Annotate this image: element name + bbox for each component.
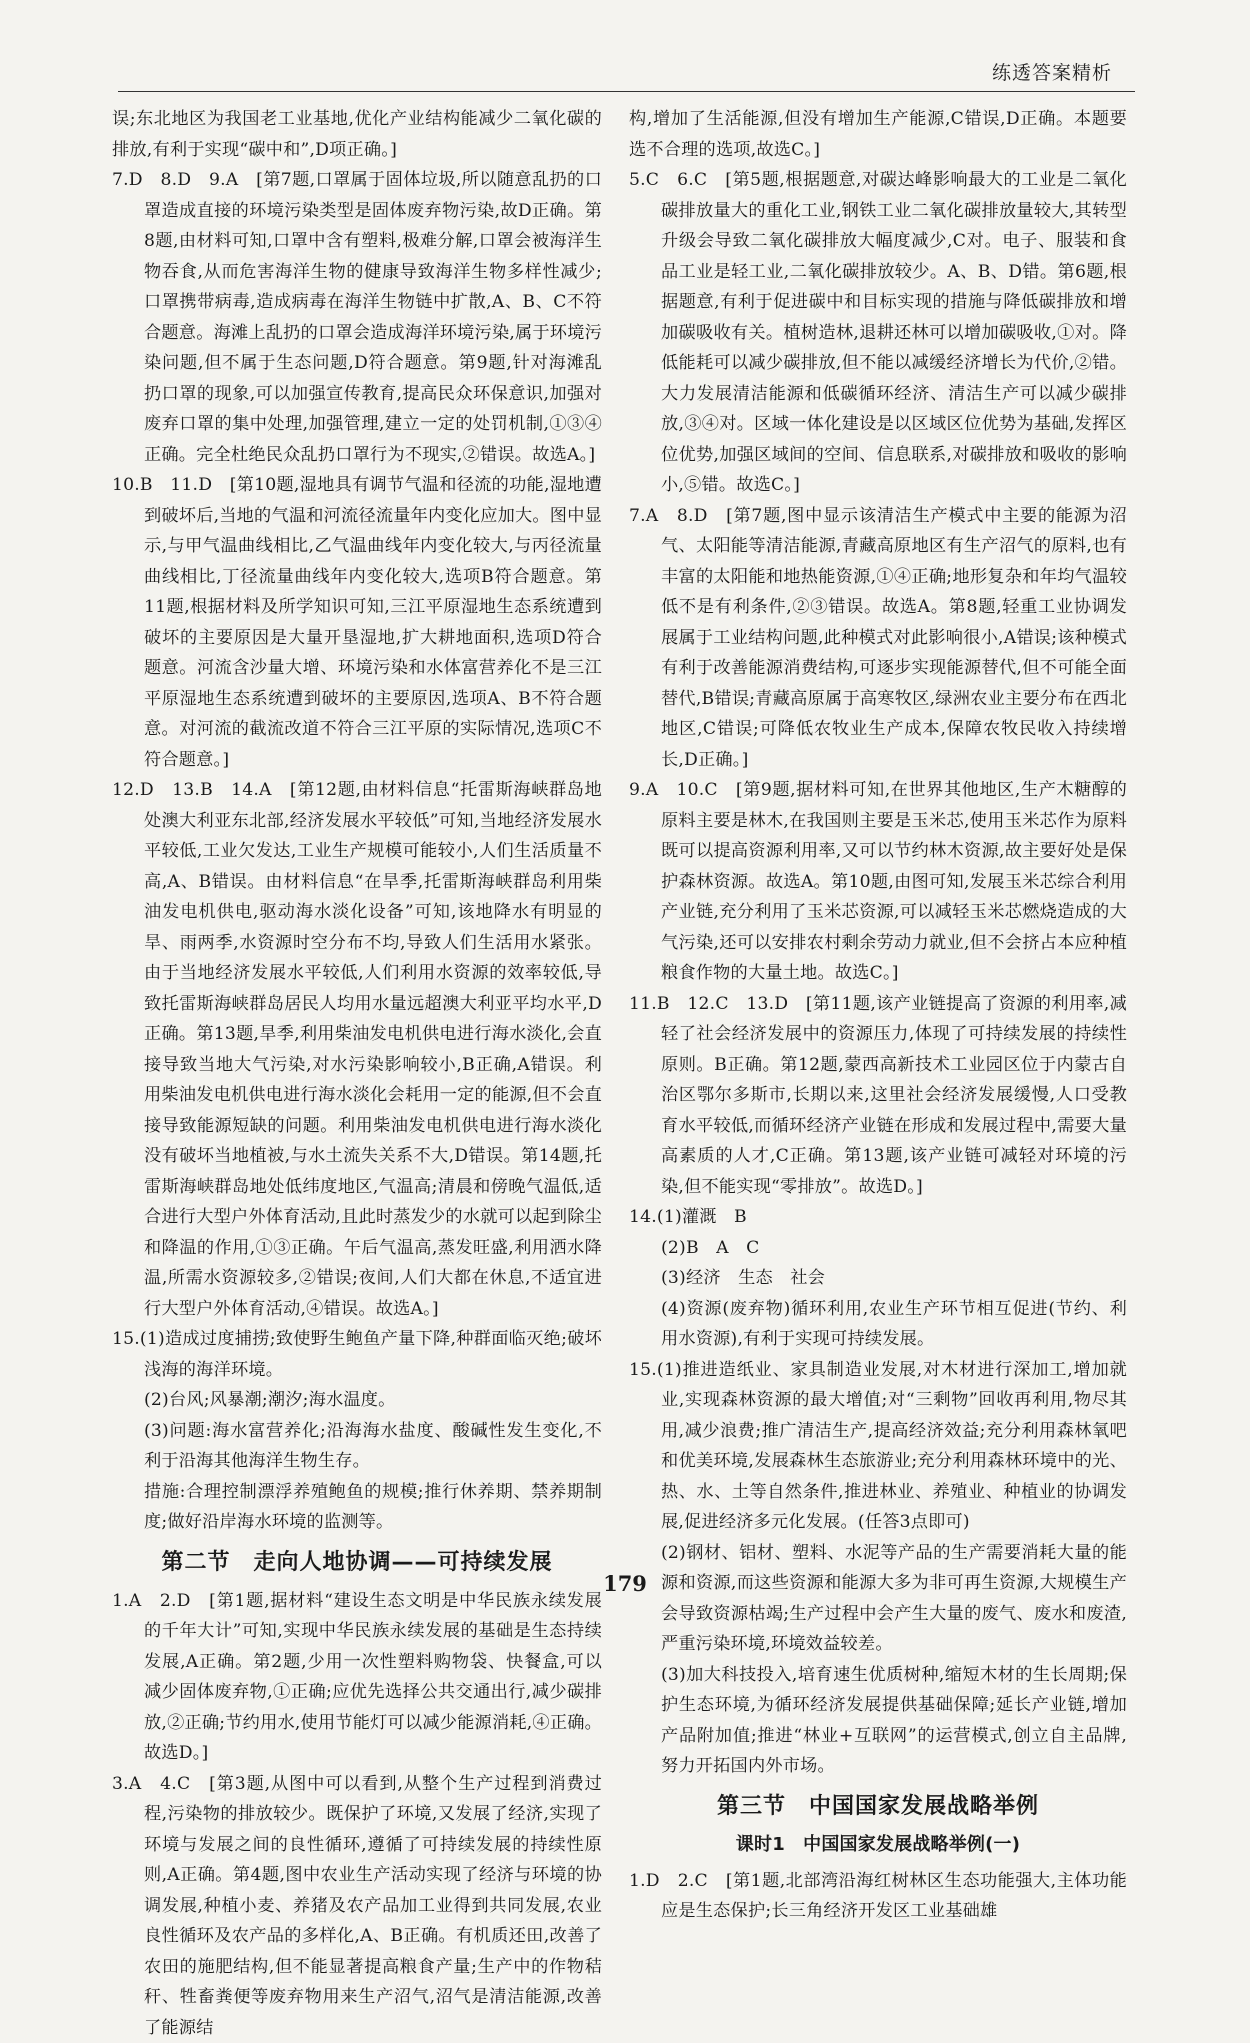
answer-subitem: (4)资源(废弃物)循环利用,农业生产环节相互促进(节约、利用水资源),有利于实现可持续发展。 xyxy=(629,1294,1127,1355)
answer-item: 12.D 13.B 14.A [第12题,由材料信息“托雷斯海峡群岛地处澳大利亚东北部,经济发展水平较低”可知,当地经济发展水平较低,工业欠发达,工业生产规模可能较小,人们生活质量不高,A、B错误。由材料信息“在旱季,托雷斯海峡群岛利用柴油发电机供电,驱动海水淡化设备”可知,该地降水有明显的旱、雨两季,水资源时空分布不均,导致人们生活用水紧张。由于当地经济发展水平较低,人们利用水资源的效率较低,导致托雷斯海峡群岛居民人均用水量远超澳大利亚平均水平,D正确。第13题,旱季,利用柴油发电机供电进行海水淡化,会直接导致当地大气污染,对水污染影响较小,B正确,A错误。利用柴油发电机供电进行海水淡化会耗用一定的能源,但不会直接导致能源短缺的问题。利用柴油发电机供电进行海水淡化没有破坏当地植被,与水土流失关系不大,D错误。第14题,托雷斯海峡群岛地处低纬度地区,气温高;清晨和傍晚气温低,适合进行大型户外体育活动,且此时蒸发少的水就可以起到除尘和降温的作用,①③正确。午后气温高,蒸发旺盛,利用洒水降温,所需水资源较多,②错误;夜间,人们大都在休息,不适宜进行大型户外体育活动,④错误。故选A。] xyxy=(112,775,602,1324)
answer-item: 15.(1)推进造纸业、家具制造业发展,对木材进行深加工,增加就业,实现森林资源的最大增值;对“三剩物”回收再利用,物尽其用,减少浪费;推广清洁生产,提高经济效益;充分利用森林氧吧和优美环境,发展森林生态旅游业;充分利用森林环境中的光、热、水、土等自然条件,推进林业、养殖业、种植业的协调发展,促进经济多元化发展。(任答3点即可) xyxy=(629,1355,1127,1538)
answer-item: 14.(1)灌溉 B xyxy=(629,1202,1127,1233)
page-number: 179 xyxy=(0,1571,1250,1596)
answer-item: 15.(1)造成过度捕捞;致使野生鲍鱼产量下降,种群面临灭绝;破坏浅海的海洋环境。 xyxy=(112,1324,602,1385)
lesson-heading: 课时1 中国国家发展战略举例(一) xyxy=(629,1830,1127,1860)
answer-item: 5.C 6.C [第5题,根据题意,对碳达峰影响最大的工业是二氧化碳排放量大的重化工业,钢铁工业二氧化碳排放量较大,其转型升级会导致二氧化碳排放大幅度减少,C对。电子、服装和食品工业是轻工业,二氧化碳排放较少。A、B、D错。第6题,根据题意,有利于促进碳中和目标实现的措施与降低碳排放和增加碳吸收有关。植树造林,退耕还林可以增加碳吸收,①对。降低能耗可以减少碳排放,但不能以减缓经济增长为代价,②错。大力发展清洁能源和低碳循环经济、清洁生产可以减少碳排放,③④对。区域一体化建设是以区域区位优势为基础,发挥区位优势,加强区域间的空间、信息联系,对碳排放和吸收的影响小,⑤错。故选C。] xyxy=(629,165,1127,501)
answer-subitem: (2)钢材、铝材、塑料、水泥等产品的生产需要消耗大量的能源和资源,而这些资源和能源大多为非可再生资源,大规模生产会导致资源枯竭;生产过程中会产生大量的废气、废水和废渣,严重污染环境,环境效益较差。 xyxy=(629,1538,1127,1660)
answer-item: 10.B 11.D [第10题,湿地具有调节气温和径流的功能,湿地遭到破坏后,当地的气温和河流径流量年内变化应加大。图中显示,与甲气温曲线相比,乙气温曲线年内变化较大,与丙径流量曲线相比,丁径流量曲线年内变化较大,选项B符合题意。第11题,根据材料及所学知识可知,三江平原湿地生态系统遭到破坏的主要原因是大量开垦湿地,扩大耕地面积,选项D符合题意。河流含沙量大增、环境污染和水体富营养化不是三江平原湿地生态系统遭到破坏的主要原因,选项A、B不符合题意。对河流的截流改道不符合三江平原的实际情况,选项C不符合题意。] xyxy=(112,470,602,775)
answer-item: 11.B 12.C 13.D [第11题,该产业链提高了资源的利用率,减轻了社会经济发展中的资源压力,体现了可持续发展的持续性原则。B正确。第12题,蒙西高新技术工业园区位于内蒙古自治区鄂尔多斯市,长期以来,这里社会经济发展缓慢,人口受教育水平较低,而循环经济产业链在形成和发展过程中,需要大量高素质的人才,C正确。第13题,该产业链可减轻对环境的污染,但不能实现“零排放”。故选D。] xyxy=(629,989,1127,1203)
answer-subitem: (2)台风;风暴潮;潮汐;海水温度。 xyxy=(112,1385,602,1416)
answer-item: 1.A 2.D [第1题,据材料“建设生态文明是中华民族永续发展的千年大计”可知,实现中华民族永续发展的基础是生态持续发展,A正确。第2题,少用一次性塑料购物袋、快餐盒,可以减少固体废弃物,①正确;应优先选择公共交通出行,减少碳排放,②正确;节约用水,使用节能灯可以减少能源消耗,④正确。故选D。] xyxy=(112,1586,602,1769)
answer-subitem: 措施:合理控制漂浮养殖鲍鱼的规模;推行休养期、禁养期制度;做好沿岸海水环境的监测等。 xyxy=(112,1477,602,1538)
section-heading: 第二节 走向人地协调——可持续发展 xyxy=(112,1546,602,1580)
answer-subitem: (3)经济 生态 社会 xyxy=(629,1263,1127,1294)
answer-item: 7.A 8.D [第7题,图中显示该清洁生产模式中主要的能源为沼气、太阳能等清洁能源,青藏高原地区有生产沼气的原料,也有丰富的太阳能和地热能资源,①④正确;地形复杂和年均气温较低不是有利条件,②③错误。故选A。第8题,轻重工业协调发展属于工业结构问题,此种模式对此影响很小,A错误;该种模式有利于改善能源消费结构,可逐步实现能源替代,但不可能全面替代,B错误;青藏高原属于高寒牧区,绿洲农业主要分布在西北地区,C错误;可降低农牧业生产成本,保障农牧民收入持续增长,D正确。] xyxy=(629,501,1127,776)
answer-paragraph: 构,增加了生活能源,但没有增加生产能源,C错误,D正确。本题要选不合理的选项,故选C。] xyxy=(629,104,1127,165)
right-column xyxy=(629,104,1127,1564)
left-column xyxy=(112,104,602,1564)
answer-paragraph: 误;东北地区为我国老工业基地,优化产业结构能减少二氧化碳的排放,有利于实现“碳中和”,D项正确。] xyxy=(112,104,602,165)
answer-item: 7.D 8.D 9.A [第7题,口罩属于固体垃圾,所以随意乱扔的口罩造成直接的环境污染类型是固体废弃物污染,故D正确。第8题,由材料可知,口罩中含有塑料,极难分解,口罩会被海洋生物吞食,从而危害海洋生物的健康导致海洋生物多样性减少;口罩携带病毒,造成病毒在海洋生物链中扩散,A、B、C不符合题意。海滩上乱扔的口罩会造成海洋环境污染,属于环境污染问题,但不属于生态问题,D符合题意。第9题,针对海滩乱扔口罩的现象,可以加强宣传教育,提高民众环保意识,加强对废弃口罩的集中处理,加强管理,建立一定的处罚机制,①③④正确。完全杜绝民众乱扔口罩行为不现实,②错误。故选A。] xyxy=(112,165,602,470)
answer-subitem: (3)问题:海水富营养化;沿海海水盐度、酸碱性发生变化,不利于沿海其他海洋生物生存。 xyxy=(112,1416,602,1477)
running-header: 练透答案精析 xyxy=(992,58,1112,85)
answer-item: 9.A 10.C [第9题,据材料可知,在世界其他地区,生产木糖醇的原料主要是林木,在我国则主要是玉米芯,使用玉米芯作为原料既可以提高资源利用率,又可以节约林木资源,故主要好处是保护森林资源。故选A。第10题,由图可知,发展玉米芯综合利用产业链,充分利用了玉米芯资源,可以减轻玉米芯燃烧造成的大气污染,还可以安排农村剩余劳动力就业,但不会挤占本应种植粮食作物的大量土地。故选C。] xyxy=(629,775,1127,989)
answer-item: 3.A 4.C [第3题,从图中可以看到,从整个生产过程到消费过程,污染物的排放较少。既保护了环境,又发展了经济,实现了环境与发展之间的良性循环,遵循了可持续发展的持续性原则,A正确。第4题,图中农业生产活动实现了经济与环境的协调发展,种植小麦、养猪及农产品加工业得到共同发展,农业良性循环及农产品的多样化,A、B正确。有机质还田,改善了农田的施肥结构,但不能显著提高粮食产量;生产中的作物秸秆、牲畜粪便等废弃物用来生产沼气,沼气是清洁能源,改善了能源结 xyxy=(112,1769,602,2043)
section-heading: 第三节 中国国家发展战略举例 xyxy=(629,1790,1127,1824)
header-rule xyxy=(118,91,1135,92)
answer-item: 1.D 2.C [第1题,北部湾沿海红树林区生态功能强大,主体功能应是生态保护;长三角经济开发区工业基础雄 xyxy=(629,1866,1127,1927)
answer-subitem: (3)加大科技投入,培育速生优质树种,缩短木材的生长周期;保护生态环境,为循环经济发展提供基础保障;延长产业链,增加产品附加值;推进“林业+互联网”的运营模式,创立自主品牌,努力开拓国内外市场。 xyxy=(629,1660,1127,1782)
answer-subitem: (2)B A C xyxy=(629,1233,1127,1264)
